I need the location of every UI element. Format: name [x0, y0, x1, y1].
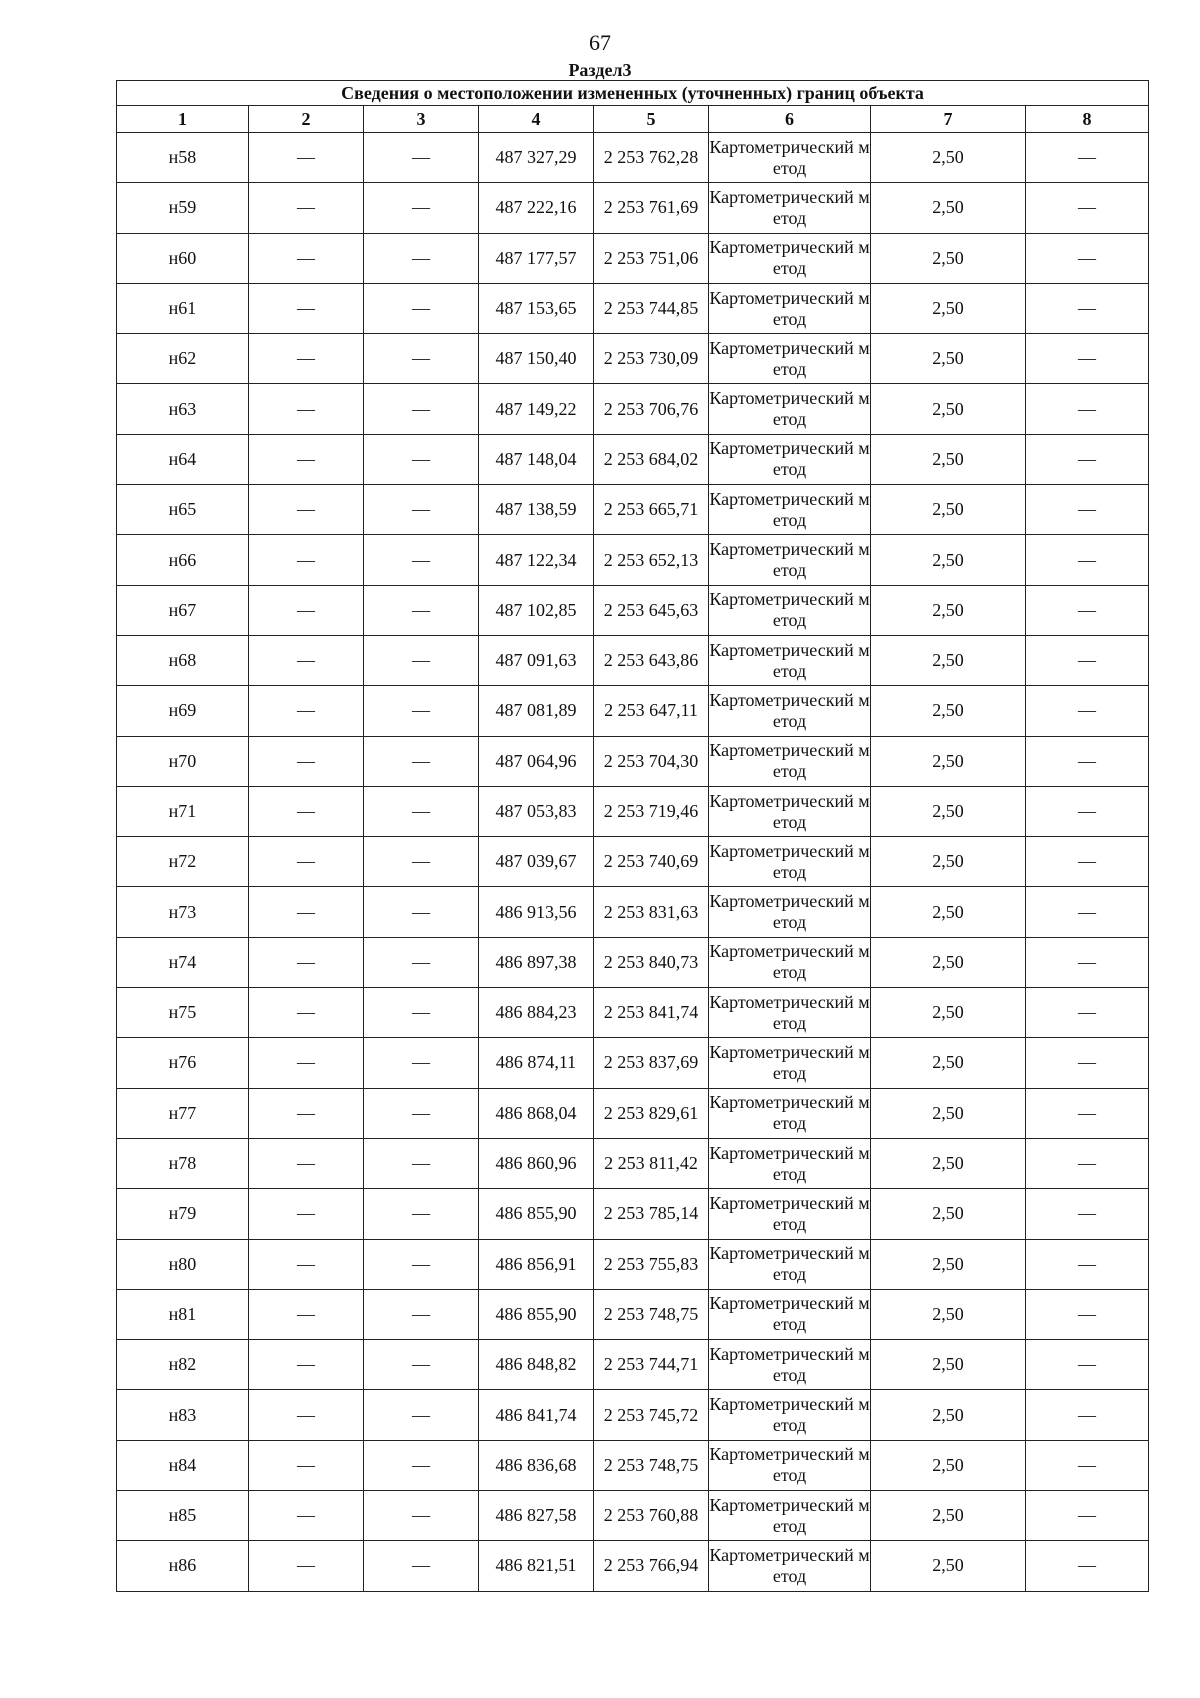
column-2-cell: — [249, 887, 364, 937]
column-2-cell: — [249, 837, 364, 887]
x-coordinate-cell: 487 122,34 [479, 535, 594, 585]
column-2-cell: — [249, 485, 364, 535]
column-8-cell: — [1026, 133, 1149, 183]
column-3-cell: — [364, 384, 479, 434]
y-coordinate-cell: 2 253 647,11 [594, 686, 709, 736]
accuracy-cell: 2,50 [871, 736, 1026, 786]
method-cell: Картометрический метод [709, 1390, 871, 1440]
table-caption-row [117, 81, 1149, 106]
accuracy-cell: 2,50 [871, 183, 1026, 233]
point-number-cell: н63 [117, 384, 249, 434]
column-8-cell: — [1026, 837, 1149, 887]
column-number-4: 4 [479, 106, 594, 133]
column-3-cell: — [364, 1239, 479, 1289]
column-2-cell: — [249, 1491, 364, 1541]
column-8-cell: — [1026, 283, 1149, 333]
y-coordinate-cell: 2 253 831,63 [594, 887, 709, 937]
point-number-cell: н75 [117, 988, 249, 1038]
method-cell: Картометрический метод [709, 485, 871, 535]
x-coordinate-cell: 487 148,04 [479, 434, 594, 484]
column-3-cell: — [364, 133, 479, 183]
point-number-cell: н68 [117, 635, 249, 685]
y-coordinate-cell: 2 253 744,71 [594, 1340, 709, 1390]
y-coordinate-cell: 2 253 719,46 [594, 786, 709, 836]
point-number-cell: н64 [117, 434, 249, 484]
column-3-cell: — [364, 233, 479, 283]
y-coordinate-cell: 2 253 740,69 [594, 837, 709, 887]
y-coordinate-cell: 2 253 785,14 [594, 1189, 709, 1239]
column-number-5: 5 [594, 106, 709, 133]
method-cell: Картометрический метод [709, 837, 871, 887]
table-row [117, 1440, 1149, 1490]
table-row [117, 334, 1149, 384]
x-coordinate-cell: 486 913,56 [479, 887, 594, 937]
column-3-cell: — [364, 736, 479, 786]
y-coordinate-cell: 2 253 652,13 [594, 535, 709, 585]
table-row [117, 1088, 1149, 1138]
boundary-coordinates-table [116, 80, 1149, 1592]
column-8-cell: — [1026, 1088, 1149, 1138]
table-row [117, 1491, 1149, 1541]
accuracy-cell: 2,50 [871, 1340, 1026, 1390]
x-coordinate-cell: 487 064,96 [479, 736, 594, 786]
point-number-cell: н83 [117, 1390, 249, 1440]
accuracy-cell: 2,50 [871, 1088, 1026, 1138]
point-number-cell: н58 [117, 133, 249, 183]
point-number-cell: н76 [117, 1038, 249, 1088]
table-row [117, 1340, 1149, 1390]
point-number-cell: н79 [117, 1189, 249, 1239]
column-3-cell: — [364, 686, 479, 736]
y-coordinate-cell: 2 253 684,02 [594, 434, 709, 484]
column-2-cell: — [249, 133, 364, 183]
column-8-cell: — [1026, 635, 1149, 685]
point-number-cell: н80 [117, 1239, 249, 1289]
column-2-cell: — [249, 183, 364, 233]
accuracy-cell: 2,50 [871, 334, 1026, 384]
table-row [117, 786, 1149, 836]
column-8-cell: — [1026, 736, 1149, 786]
x-coordinate-cell: 487 138,59 [479, 485, 594, 535]
method-cell: Картометрический метод [709, 535, 871, 585]
column-3-cell: — [364, 1189, 479, 1239]
column-8-cell: — [1026, 485, 1149, 535]
y-coordinate-cell: 2 253 840,73 [594, 937, 709, 987]
method-cell: Картометрический метод [709, 334, 871, 384]
column-3-cell: — [364, 887, 479, 937]
column-3-cell: — [364, 786, 479, 836]
column-8-cell: — [1026, 1038, 1149, 1088]
y-coordinate-cell: 2 253 744,85 [594, 283, 709, 333]
point-number-cell: н65 [117, 485, 249, 535]
column-3-cell: — [364, 1289, 479, 1339]
y-coordinate-cell: 2 253 751,06 [594, 233, 709, 283]
accuracy-cell: 2,50 [871, 434, 1026, 484]
column-number-1: 1 [117, 106, 249, 133]
column-number-8: 8 [1026, 106, 1149, 133]
point-number-cell: н60 [117, 233, 249, 283]
point-number-cell: н84 [117, 1440, 249, 1490]
method-cell: Картометрический метод [709, 1340, 871, 1390]
method-cell: Картометрический метод [709, 1189, 871, 1239]
point-number-cell: н78 [117, 1138, 249, 1188]
x-coordinate-cell: 487 053,83 [479, 786, 594, 836]
column-3-cell: — [364, 283, 479, 333]
y-coordinate-cell: 2 253 730,09 [594, 334, 709, 384]
point-number-cell: н61 [117, 283, 249, 333]
table-row [117, 1038, 1149, 1088]
table-row [117, 283, 1149, 333]
column-2-cell: — [249, 585, 364, 635]
x-coordinate-cell: 487 222,16 [479, 183, 594, 233]
x-coordinate-cell: 486 841,74 [479, 1390, 594, 1440]
column-2-cell: — [249, 1340, 364, 1390]
column-number-2: 2 [249, 106, 364, 133]
column-8-cell: — [1026, 1390, 1149, 1440]
x-coordinate-cell: 487 149,22 [479, 384, 594, 434]
point-number-cell: н73 [117, 887, 249, 937]
y-coordinate-cell: 2 253 841,74 [594, 988, 709, 1038]
column-3-cell: — [364, 1491, 479, 1541]
column-2-cell: — [249, 1189, 364, 1239]
method-cell: Картометрический метод [709, 1541, 871, 1591]
accuracy-cell: 2,50 [871, 1239, 1026, 1289]
x-coordinate-cell: 486 868,04 [479, 1088, 594, 1138]
y-coordinate-cell: 2 253 760,88 [594, 1491, 709, 1541]
x-coordinate-cell: 486 848,82 [479, 1340, 594, 1390]
point-number-cell: н82 [117, 1340, 249, 1390]
column-2-cell: — [249, 1390, 364, 1440]
method-cell: Картометрический метод [709, 635, 871, 685]
x-coordinate-cell: 486 860,96 [479, 1138, 594, 1188]
column-2-cell: — [249, 686, 364, 736]
y-coordinate-cell: 2 253 829,61 [594, 1088, 709, 1138]
table-row [117, 1138, 1149, 1188]
column-2-cell: — [249, 786, 364, 836]
method-cell: Картометрический метод [709, 233, 871, 283]
table-row [117, 183, 1149, 233]
table-body [117, 133, 1149, 1592]
column-8-cell: — [1026, 988, 1149, 1038]
method-cell: Картометрический метод [709, 937, 871, 987]
accuracy-cell: 2,50 [871, 786, 1026, 836]
accuracy-cell: 2,50 [871, 1440, 1026, 1490]
column-3-cell: — [364, 183, 479, 233]
table-row [117, 1541, 1149, 1591]
column-3-cell: — [364, 434, 479, 484]
column-2-cell: — [249, 988, 364, 1038]
y-coordinate-cell: 2 253 748,75 [594, 1289, 709, 1339]
accuracy-cell: 2,50 [871, 937, 1026, 987]
method-cell: Картометрический метод [709, 1440, 871, 1490]
method-cell: Картометрический метод [709, 736, 871, 786]
method-cell: Картометрический метод [709, 384, 871, 434]
column-8-cell: — [1026, 937, 1149, 987]
point-number-cell: н69 [117, 686, 249, 736]
page-number: 67 [589, 30, 611, 55]
column-8-cell: — [1026, 384, 1149, 434]
table-row [117, 434, 1149, 484]
column-8-cell: — [1026, 1340, 1149, 1390]
y-coordinate-cell: 2 253 755,83 [594, 1239, 709, 1289]
table-row [117, 384, 1149, 434]
column-2-cell: — [249, 1289, 364, 1339]
x-coordinate-cell: 487 327,29 [479, 133, 594, 183]
point-number-cell: н71 [117, 786, 249, 836]
accuracy-cell: 2,50 [871, 988, 1026, 1038]
point-number-cell: н72 [117, 837, 249, 887]
column-8-cell: — [1026, 1491, 1149, 1541]
column-8-cell: — [1026, 233, 1149, 283]
column-number-7: 7 [871, 106, 1026, 133]
accuracy-cell: 2,50 [871, 1491, 1026, 1541]
column-3-cell: — [364, 1541, 479, 1591]
column-8-cell: — [1026, 887, 1149, 937]
method-cell: Картометрический метод [709, 1038, 871, 1088]
table-row [117, 485, 1149, 535]
accuracy-cell: 2,50 [871, 635, 1026, 685]
accuracy-cell: 2,50 [871, 1038, 1026, 1088]
column-3-cell: — [364, 1340, 479, 1390]
x-coordinate-cell: 486 897,38 [479, 937, 594, 987]
x-coordinate-cell: 487 177,57 [479, 233, 594, 283]
table-row [117, 1289, 1149, 1339]
column-2-cell: — [249, 334, 364, 384]
method-cell: Картометрический метод [709, 1088, 871, 1138]
column-8-cell: — [1026, 1239, 1149, 1289]
column-2-cell: — [249, 1541, 364, 1591]
table-row [117, 988, 1149, 1038]
y-coordinate-cell: 2 253 706,76 [594, 384, 709, 434]
column-8-cell: — [1026, 535, 1149, 585]
column-2-cell: — [249, 736, 364, 786]
y-coordinate-cell: 2 253 745,72 [594, 1390, 709, 1440]
column-3-cell: — [364, 485, 479, 535]
table-row [117, 1390, 1149, 1440]
point-number-cell: н59 [117, 183, 249, 233]
section-title: Раздел3 [568, 60, 632, 80]
table-row [117, 686, 1149, 736]
x-coordinate-cell: 486 827,58 [479, 1491, 594, 1541]
point-number-cell: н66 [117, 535, 249, 585]
y-coordinate-cell: 2 253 762,28 [594, 133, 709, 183]
column-2-cell: — [249, 1440, 364, 1490]
x-coordinate-cell: 486 821,51 [479, 1541, 594, 1591]
point-number-cell: н62 [117, 334, 249, 384]
column-8-cell: — [1026, 786, 1149, 836]
x-coordinate-cell: 486 836,68 [479, 1440, 594, 1490]
column-3-cell: — [364, 1138, 479, 1188]
y-coordinate-cell: 2 253 665,71 [594, 485, 709, 535]
point-number-cell: н74 [117, 937, 249, 987]
column-8-cell: — [1026, 183, 1149, 233]
point-number-cell: н77 [117, 1088, 249, 1138]
column-numbers-row [117, 106, 1149, 133]
point-number-cell: н67 [117, 585, 249, 635]
point-number-cell: н85 [117, 1491, 249, 1541]
table-row [117, 1239, 1149, 1289]
x-coordinate-cell: 486 874,11 [479, 1038, 594, 1088]
column-2-cell: — [249, 635, 364, 685]
column-8-cell: — [1026, 1189, 1149, 1239]
column-3-cell: — [364, 837, 479, 887]
table-row [117, 887, 1149, 937]
method-cell: Картометрический метод [709, 686, 871, 736]
accuracy-cell: 2,50 [871, 686, 1026, 736]
accuracy-cell: 2,50 [871, 585, 1026, 635]
accuracy-cell: 2,50 [871, 283, 1026, 333]
accuracy-cell: 2,50 [871, 837, 1026, 887]
table-row [117, 736, 1149, 786]
accuracy-cell: 2,50 [871, 1189, 1026, 1239]
accuracy-cell: 2,50 [871, 535, 1026, 585]
column-2-cell: — [249, 535, 364, 585]
method-cell: Картометрический метод [709, 887, 871, 937]
y-coordinate-cell: 2 253 748,75 [594, 1440, 709, 1490]
column-3-cell: — [364, 937, 479, 987]
column-8-cell: — [1026, 434, 1149, 484]
method-cell: Картометрический метод [709, 434, 871, 484]
point-number-cell: н70 [117, 736, 249, 786]
x-coordinate-cell: 487 081,89 [479, 686, 594, 736]
method-cell: Картометрический метод [709, 1289, 871, 1339]
table-row [117, 635, 1149, 685]
accuracy-cell: 2,50 [871, 1541, 1026, 1591]
table-row [117, 233, 1149, 283]
x-coordinate-cell: 487 039,67 [479, 837, 594, 887]
accuracy-cell: 2,50 [871, 485, 1026, 535]
x-coordinate-cell: 486 855,90 [479, 1289, 594, 1339]
column-8-cell: — [1026, 585, 1149, 635]
method-cell: Картометрический метод [709, 1239, 871, 1289]
x-coordinate-cell: 486 884,23 [479, 988, 594, 1038]
method-cell: Картометрический метод [709, 133, 871, 183]
table-row [117, 937, 1149, 987]
y-coordinate-cell: 2 253 704,30 [594, 736, 709, 786]
column-8-cell: — [1026, 1440, 1149, 1490]
accuracy-cell: 2,50 [871, 233, 1026, 283]
column-8-cell: — [1026, 1138, 1149, 1188]
y-coordinate-cell: 2 253 766,94 [594, 1541, 709, 1591]
column-2-cell: — [249, 1038, 364, 1088]
accuracy-cell: 2,50 [871, 1138, 1026, 1188]
x-coordinate-cell: 486 856,91 [479, 1239, 594, 1289]
x-coordinate-cell: 487 091,63 [479, 635, 594, 685]
column-3-cell: — [364, 1038, 479, 1088]
column-3-cell: — [364, 585, 479, 635]
column-2-cell: — [249, 434, 364, 484]
column-3-cell: — [364, 988, 479, 1038]
y-coordinate-cell: 2 253 837,69 [594, 1038, 709, 1088]
column-8-cell: — [1026, 1541, 1149, 1591]
column-8-cell: — [1026, 1289, 1149, 1339]
accuracy-cell: 2,50 [871, 887, 1026, 937]
x-coordinate-cell: 487 153,65 [479, 283, 594, 333]
y-coordinate-cell: 2 253 811,42 [594, 1138, 709, 1188]
table-row [117, 1189, 1149, 1239]
y-coordinate-cell: 2 253 761,69 [594, 183, 709, 233]
method-cell: Картометрический метод [709, 183, 871, 233]
point-number-cell: н86 [117, 1541, 249, 1591]
table-row [117, 837, 1149, 887]
point-number-cell: н81 [117, 1289, 249, 1339]
column-2-cell: — [249, 1088, 364, 1138]
column-3-cell: — [364, 1390, 479, 1440]
column-3-cell: — [364, 334, 479, 384]
column-2-cell: — [249, 1138, 364, 1188]
method-cell: Картометрический метод [709, 988, 871, 1038]
column-3-cell: — [364, 1440, 479, 1490]
column-3-cell: — [364, 1088, 479, 1138]
column-2-cell: — [249, 233, 364, 283]
column-3-cell: — [364, 535, 479, 585]
column-number-3: 3 [364, 106, 479, 133]
column-2-cell: — [249, 283, 364, 333]
column-2-cell: — [249, 937, 364, 987]
column-2-cell: — [249, 384, 364, 434]
column-8-cell: — [1026, 334, 1149, 384]
method-cell: Картометрический метод [709, 1491, 871, 1541]
accuracy-cell: 2,50 [871, 1390, 1026, 1440]
method-cell: Картометрический метод [709, 585, 871, 635]
table-row [117, 133, 1149, 183]
table-row [117, 535, 1149, 585]
x-coordinate-cell: 487 150,40 [479, 334, 594, 384]
x-coordinate-cell: 487 102,85 [479, 585, 594, 635]
column-3-cell: — [364, 635, 479, 685]
x-coordinate-cell: 486 855,90 [479, 1189, 594, 1239]
column-number-6: 6 [709, 106, 871, 133]
table-row [117, 585, 1149, 635]
column-2-cell: — [249, 1239, 364, 1289]
table-caption: Сведения о местоположении измененных (уточненных) границ объекта [117, 81, 1149, 106]
method-cell: Картометрический метод [709, 786, 871, 836]
accuracy-cell: 2,50 [871, 1289, 1026, 1339]
method-cell: Картометрический метод [709, 283, 871, 333]
y-coordinate-cell: 2 253 645,63 [594, 585, 709, 635]
y-coordinate-cell: 2 253 643,86 [594, 635, 709, 685]
accuracy-cell: 2,50 [871, 384, 1026, 434]
accuracy-cell: 2,50 [871, 133, 1026, 183]
column-8-cell: — [1026, 686, 1149, 736]
method-cell: Картометрический метод [709, 1138, 871, 1188]
